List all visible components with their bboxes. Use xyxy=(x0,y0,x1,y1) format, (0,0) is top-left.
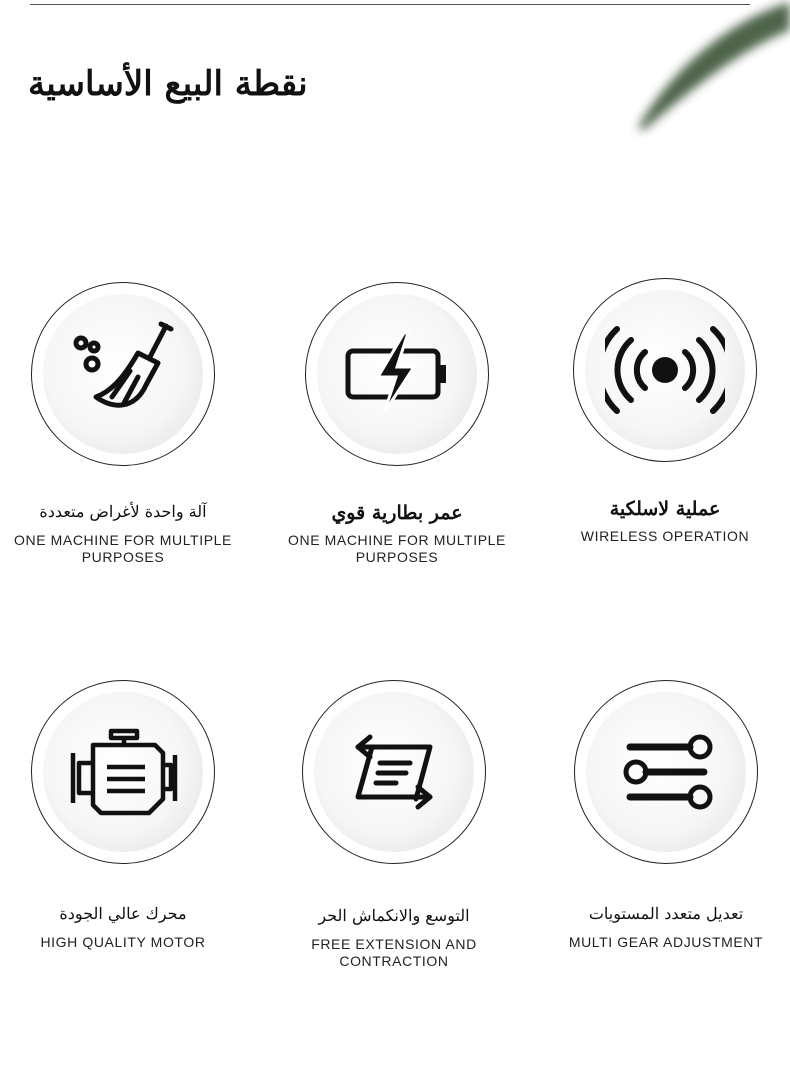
broom-icon xyxy=(68,319,178,429)
feature-multi-purpose xyxy=(0,282,248,566)
feature-english-label: ONE MACHINE FOR MULTIPLE PURPOSES xyxy=(14,532,232,565)
sliders-icon xyxy=(616,727,716,817)
feature-english-label: HIGH QUALITY MOTOR xyxy=(40,934,206,950)
feature-motor xyxy=(0,680,248,951)
feature-wireless xyxy=(540,278,790,545)
page-title: نقطة البيع الأساسية xyxy=(28,64,308,104)
expand-arrows-icon xyxy=(344,727,444,817)
feature-extension xyxy=(269,680,519,970)
feature-arabic-label: التوسع والانكماش الحر xyxy=(318,906,470,925)
feature-battery xyxy=(272,282,522,566)
feature-badge xyxy=(305,282,489,466)
wireless-signal-icon xyxy=(605,325,725,415)
feature-english-label: WIRELESS OPERATION xyxy=(580,528,750,544)
feature-arabic-label: عمر بطارية قوي xyxy=(331,502,463,524)
feature-badge xyxy=(574,680,758,864)
feature-arabic-label: محرك عالي الجودة xyxy=(59,904,187,923)
feature-gear-adjustment xyxy=(541,680,790,951)
feature-badge xyxy=(31,680,215,864)
feature-badge xyxy=(302,680,486,864)
engine-icon xyxy=(63,727,183,817)
feature-english-label: ONE MACHINE FOR MULTIPLE PURPOSES xyxy=(288,532,506,565)
feature-arabic-label: عملية لاسلكية xyxy=(609,498,721,520)
battery-bolt-icon xyxy=(342,329,452,419)
feature-arabic-label: تعديل متعدد المستويات xyxy=(588,904,744,923)
feature-badge xyxy=(31,282,215,466)
feature-arabic-label: آلة واحدة لأغراض متعددة xyxy=(39,502,207,521)
leaf-decoration-icon xyxy=(630,0,790,140)
feature-english-label: MULTI GEAR ADJUSTMENT xyxy=(568,934,764,950)
feature-badge xyxy=(573,278,757,462)
feature-english-label: FREE EXTENSION AND CONTRACTION xyxy=(311,936,477,969)
